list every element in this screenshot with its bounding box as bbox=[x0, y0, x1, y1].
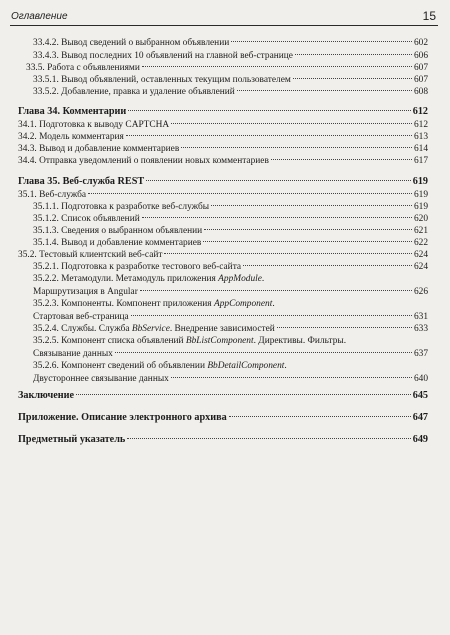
toc-entry-title: 35.2.6. Компонент сведений об объявлении bbox=[33, 361, 208, 371]
toc-entry-page: 649 bbox=[412, 434, 428, 445]
dot-leader bbox=[171, 123, 412, 124]
dot-leader bbox=[229, 416, 411, 417]
toc-entry[interactable] bbox=[33, 86, 428, 99]
dot-leader bbox=[295, 54, 412, 55]
toc-entry-title: 34.3. Вывод и добавление комментариев bbox=[18, 144, 180, 154]
dot-leader bbox=[231, 41, 412, 42]
dot-leader bbox=[128, 110, 410, 111]
toc-entry-page: 619 bbox=[413, 202, 428, 212]
code-name: BbDetailComponent bbox=[207, 361, 285, 371]
toc-entry-first-line[interactable] bbox=[33, 360, 287, 372]
toc-entry-title: 33.4.2. Вывод сведений о выбранном объявлении bbox=[33, 38, 230, 48]
toc-entry-title: 35.2.3. Компоненты. Компонент приложения bbox=[33, 299, 214, 309]
toc-entry-title: 35.1.4. Вывод и добавление комментариев bbox=[33, 238, 202, 248]
toc-entry-page: 612 bbox=[413, 120, 428, 130]
toc-entry-title: 35.1. Веб-служба bbox=[18, 190, 87, 200]
toc-entry-title: 34.2. Модель комментария bbox=[18, 132, 124, 142]
toc-entry-page: 617 bbox=[413, 156, 428, 166]
toc-entry-page: 640 bbox=[413, 374, 428, 384]
toc-chapter[interactable] bbox=[18, 412, 428, 425]
code-name: BbService bbox=[131, 324, 170, 334]
toc-entry-title: 35.2.1. Подготовка к разработке тестового веб-сайта bbox=[33, 262, 242, 272]
dot-leader bbox=[140, 290, 412, 291]
toc-entry-page: 626 bbox=[413, 287, 428, 297]
dot-leader bbox=[211, 205, 412, 206]
dot-leader bbox=[181, 147, 412, 148]
toc-entry-page: 612 bbox=[412, 106, 428, 117]
toc-entry-page: 620 bbox=[413, 214, 428, 224]
toc-entry-page: 621 bbox=[413, 226, 428, 236]
toc-entry-title: 33.5. Работа с объявлениями bbox=[26, 63, 140, 73]
toc-entry-page: 624 bbox=[413, 250, 428, 260]
toc-entry-title: Предметный указатель bbox=[18, 434, 126, 445]
toc-chapter[interactable] bbox=[18, 176, 428, 189]
toc-entry-first-line[interactable] bbox=[33, 298, 275, 310]
toc-entry-page: 619 bbox=[412, 176, 428, 187]
code-name: BbListComponent bbox=[185, 336, 254, 346]
toc-entry-page: 631 bbox=[413, 312, 428, 322]
toc-entry-page: 619 bbox=[413, 190, 428, 200]
toc-entry-title: 34.4. Отправка уведомлений о появлении новых комментариев bbox=[18, 156, 269, 166]
dot-leader bbox=[115, 352, 412, 353]
toc-entry-page: 633 bbox=[413, 324, 428, 334]
toc-chapter[interactable] bbox=[18, 390, 428, 403]
toc-entry-page: 602 bbox=[413, 38, 428, 48]
toc-entry-title: 35.2. Тестовый клиентский веб-сайт bbox=[18, 250, 163, 260]
toc-entry-title: Глава 34. Комментарии bbox=[18, 106, 127, 117]
code-name: AppComponent bbox=[213, 299, 273, 309]
toc-entry-page: 647 bbox=[412, 412, 428, 423]
dot-leader bbox=[131, 315, 412, 316]
toc-entry-page: 637 bbox=[413, 349, 428, 359]
toc-entry-page: 614 bbox=[413, 144, 428, 154]
toc-entry-title: 35.1.2. Список объявлений bbox=[33, 214, 140, 224]
dot-leader bbox=[142, 217, 412, 218]
punctuation: . bbox=[284, 361, 287, 371]
toc-entry-title: 35.1.3. Сведения о выбранном объявлении bbox=[33, 226, 203, 236]
toc-chapter[interactable] bbox=[18, 434, 428, 447]
dot-leader bbox=[277, 327, 412, 328]
dot-leader bbox=[171, 377, 412, 378]
toc-entry-title: 33.5.1. Вывод объявлений, оставленных текущим пользователем bbox=[33, 75, 291, 85]
toc-entry-page: 608 bbox=[413, 87, 428, 97]
toc-entry-title-part: . Внедрение зависимостей bbox=[169, 324, 275, 334]
toc-entry-title: 35.1.1. Подготовка к разработке веб-службы bbox=[33, 202, 210, 212]
toc-entry-title bbox=[33, 323, 275, 335]
dot-leader bbox=[127, 438, 410, 439]
punctuation: . bbox=[261, 274, 265, 284]
toc-entry-title: Заключение bbox=[18, 390, 74, 401]
dot-leader bbox=[88, 193, 412, 194]
dot-leader bbox=[142, 66, 412, 67]
toc-entry[interactable] bbox=[33, 37, 428, 50]
dot-leader bbox=[271, 159, 412, 160]
dot-leader bbox=[293, 78, 412, 79]
toc-entry-title: 35.2.5. Компонент списка объявлений bbox=[33, 336, 186, 346]
dot-leader bbox=[203, 241, 412, 242]
toc-entry-title: 33.5.2. Добавление, правка и удаление объявлений bbox=[33, 87, 235, 97]
dot-leader bbox=[76, 394, 411, 395]
toc-entry-title: 35.2.2. Метамодули. Метамодуль приложения bbox=[33, 274, 219, 284]
toc-entry-title: Приложение. Описание электронного архива bbox=[18, 412, 227, 423]
punctuation: . Директивы. Фильтры. bbox=[253, 336, 347, 346]
toc-entry-title: Маршрутизация в Angular bbox=[33, 287, 138, 297]
punctuation: . bbox=[272, 299, 275, 309]
toc-entry-page: 607 bbox=[413, 75, 428, 85]
toc-entry[interactable] bbox=[33, 373, 428, 386]
dot-leader bbox=[164, 253, 411, 254]
toc-entry-title: 33.4.3. Вывод последних 10 объявлений на главной веб-странице bbox=[33, 51, 293, 61]
toc-entry[interactable] bbox=[18, 155, 428, 168]
toc-chapter[interactable] bbox=[18, 106, 428, 119]
toc-entry-first-line[interactable] bbox=[33, 335, 346, 347]
dot-leader bbox=[126, 135, 412, 136]
toc-entry-page: 606 bbox=[413, 51, 428, 61]
toc-entry-page: 622 bbox=[413, 238, 428, 248]
header-page-number: 15 bbox=[422, 9, 436, 23]
dot-leader bbox=[243, 265, 412, 266]
dot-leader bbox=[146, 180, 411, 181]
dot-leader bbox=[204, 229, 412, 230]
toc-entry-title: 34.1. Подготовка к выводу CAPTCHA bbox=[18, 120, 170, 130]
toc-entry-title: Глава 35. Веб-служба REST bbox=[18, 176, 145, 187]
toc-entry-page: 645 bbox=[412, 390, 428, 401]
toc-entry-page: 613 bbox=[413, 132, 428, 142]
header-title: Оглавление bbox=[11, 11, 68, 22]
code-name: AppModule bbox=[218, 274, 262, 284]
toc-entry-page: 607 bbox=[413, 63, 428, 73]
dot-leader bbox=[237, 90, 412, 91]
toc-entry-first-line[interactable] bbox=[33, 273, 264, 285]
toc-entry-title: Стартовая веб-страница bbox=[33, 312, 129, 322]
toc-entry-title-part: 35.2.4. Службы. Служба bbox=[33, 324, 132, 334]
toc-entry-title: Связывание данных bbox=[33, 349, 113, 359]
toc-entry-title: Двустороннее связывание данных bbox=[33, 374, 169, 384]
toc-entry-page: 624 bbox=[413, 262, 428, 272]
